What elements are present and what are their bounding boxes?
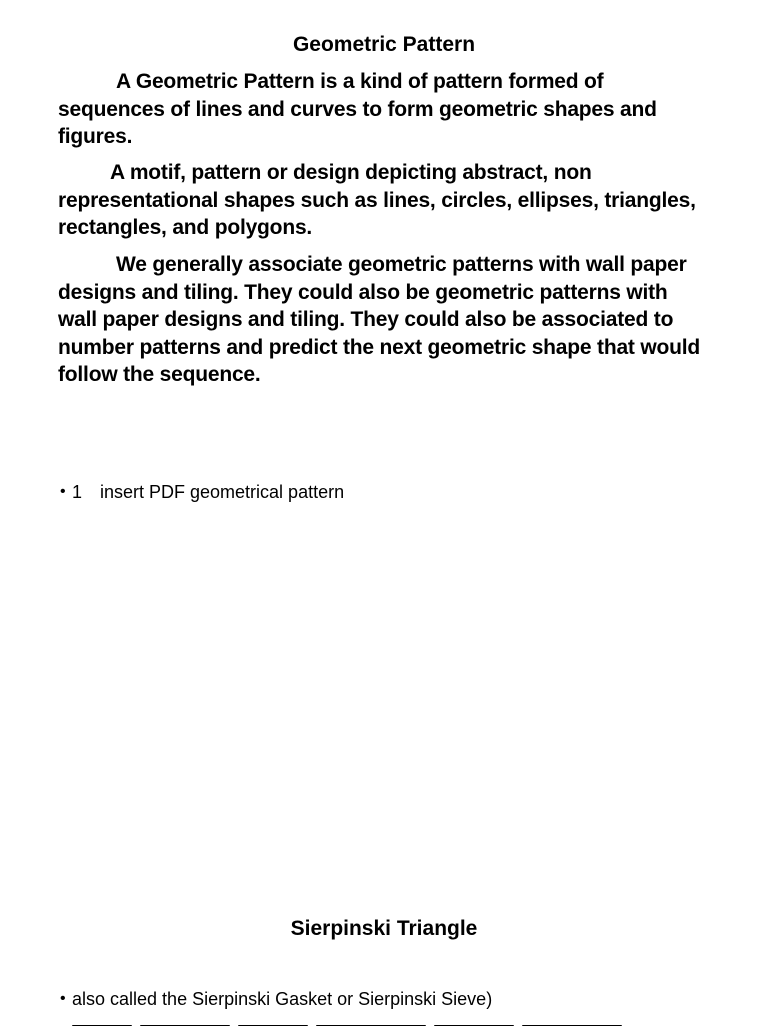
list-item-number: 1 xyxy=(72,482,83,502)
paragraph-motif: A motif, pattern or design depicting abstract, non representational shapes such as lines, circles, ellipses, triangles, rectangles, and polygons. xyxy=(58,161,696,239)
bullet-marker: • xyxy=(60,990,66,1007)
section-title: Sierpinski Triangle xyxy=(290,917,478,940)
bullet-marker: • xyxy=(60,483,66,500)
paragraph-association: We generally associate geometric patterns with wall paper designs and tiling. They could also be geometric patterns with wall paper designs and tiling. They could also be associated to number patterns and predict the next geometric shape that would follow the sequence. xyxy=(58,253,700,386)
page-title: Geometric Pattern xyxy=(292,33,476,56)
list-item xyxy=(60,481,344,503)
list-item xyxy=(60,988,492,1010)
cut-off-text-line xyxy=(72,1016,712,1026)
list-item-text: also called the Sierpinski Gasket or Sierpinski Sieve) xyxy=(72,989,493,1009)
paragraph-definition: A Geometric Pattern is a kind of pattern formed of sequences of lines and curves to form geometric shapes and figures. xyxy=(58,70,657,148)
list-item-text: insert PDF geometrical pattern xyxy=(100,482,345,502)
